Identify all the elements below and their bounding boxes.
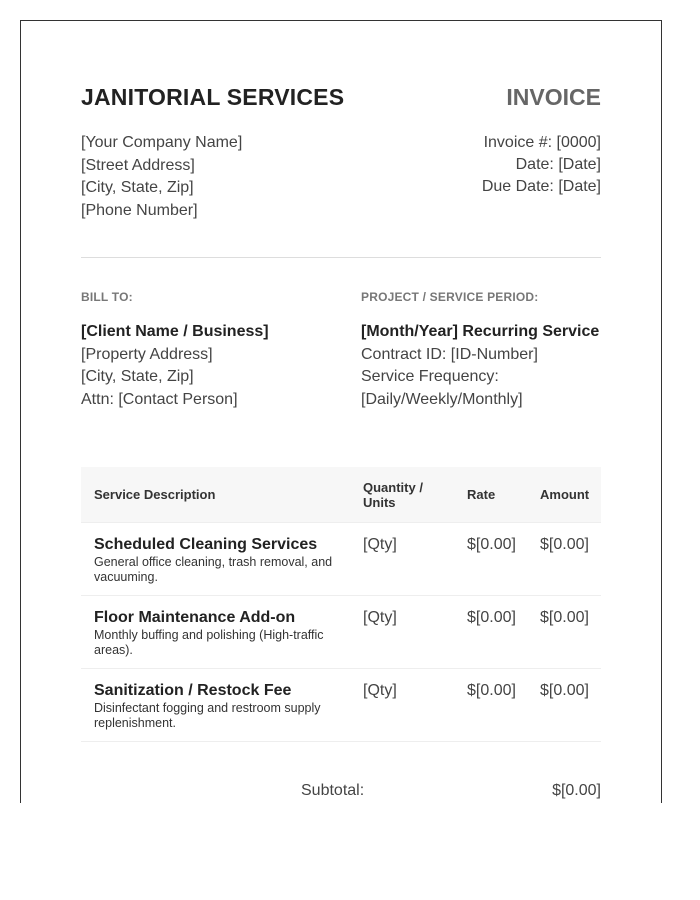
table-header-row [81, 467, 601, 523]
header-divider [81, 257, 601, 258]
service-description-cell [81, 669, 363, 742]
quantity-cell: [Qty] [363, 669, 467, 742]
subtotal-label: Subtotal: [301, 782, 365, 799]
sender-company-name: [Your Company Name] [81, 134, 243, 151]
sender-phone-number: [Phone Number] [81, 201, 198, 219]
services-table [81, 467, 601, 742]
contract-id: Contract ID: [ID-Number] [361, 345, 538, 363]
invoice-date: Date: [Date] [515, 156, 601, 173]
table-row [81, 523, 601, 596]
sender-street-address: [Street Address] [81, 156, 195, 174]
client-name: [Client Name / Business] [81, 323, 269, 340]
invoice-due-date: Due Date: [Date] [481, 178, 601, 195]
amount-cell: $[0.00] [540, 523, 601, 596]
sender-city-state-zip: [City, State, Zip] [81, 179, 194, 196]
client-city-state-zip: [City, State, Zip] [81, 368, 194, 385]
service-frequency-label: Service Frequency: [361, 368, 499, 385]
quantity-cell: [Qty] [363, 596, 467, 669]
client-contact-person: Attn: [Contact Person] [81, 390, 238, 408]
service-name: Sanitization / Restock Fee [94, 682, 292, 699]
service-description-cell [81, 523, 363, 596]
service-frequency-value: [Daily/Weekly/Monthly] [361, 390, 523, 408]
rate-cell: $[0.00] [467, 669, 540, 742]
invoice-meta-block [482, 132, 601, 198]
rate-cell: $[0.00] [467, 596, 540, 669]
service-name: Scheduled Cleaning Services [94, 536, 318, 553]
header-quantity-units: Quantity / Units [363, 467, 467, 523]
header-amount: Amount [540, 467, 601, 523]
header-service-description: Service Description [81, 467, 363, 523]
header-rate: Rate [467, 467, 540, 523]
invoice-title: INVOICE [506, 84, 601, 110]
amount-cell: $[0.00] [540, 596, 601, 669]
table-row [81, 596, 601, 669]
service-detail: General office cleaning, trash removal, and vacuuming. [94, 555, 333, 584]
client-property-address: [Property Address] [81, 345, 213, 363]
bill-to-block [81, 321, 269, 411]
table-row [81, 669, 601, 742]
service-name: Floor Maintenance Add-on [94, 609, 296, 626]
amount-cell: $[0.00] [540, 669, 601, 742]
rate-cell: $[0.00] [467, 523, 540, 596]
subtotal-value: $[0.00] [552, 782, 601, 799]
sender-address-block [81, 132, 242, 222]
service-description-cell [81, 596, 363, 669]
project-title: [Month/Year] Recurring Service [361, 323, 600, 340]
invoice-number: Invoice #: [0000] [483, 134, 601, 151]
service-detail: Monthly buffing and polishing (High-traffic areas). [94, 628, 324, 657]
company-title: JANITORIAL SERVICES [81, 84, 345, 110]
quantity-cell: [Qty] [363, 523, 467, 596]
project-block [361, 321, 599, 411]
bill-to-label: BILL TO: [81, 290, 133, 304]
invoice-page [20, 20, 662, 803]
service-detail: Disinfectant fogging and restroom supply replenishment. [94, 701, 321, 730]
project-period-label: PROJECT / SERVICE PERIOD: [361, 290, 539, 304]
